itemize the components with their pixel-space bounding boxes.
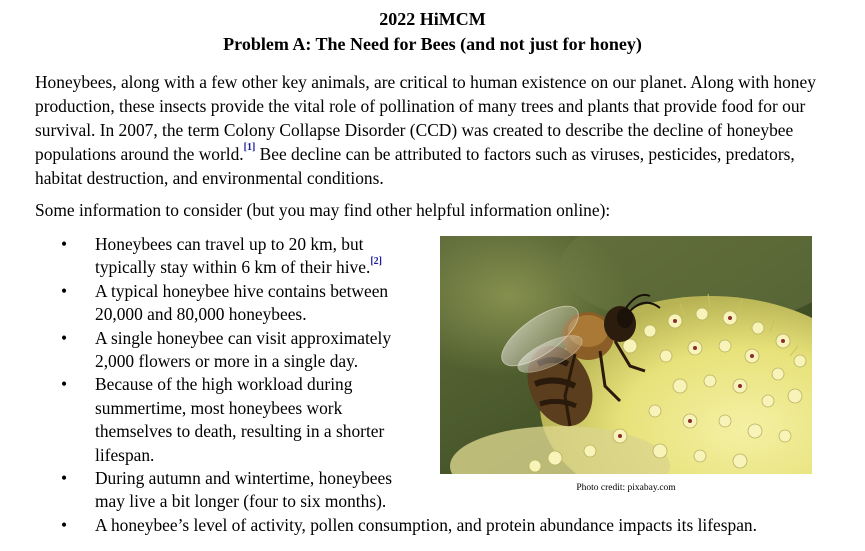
bullet-marker: • xyxy=(61,234,68,254)
consider-heading: Some information to consider (but you may find other helpful information online): xyxy=(35,200,611,220)
bullet-text-line: typically stay within 6 km of their hive. xyxy=(95,257,371,278)
bullet-text-line: Honeybees can travel up to 20 km, but xyxy=(95,234,364,254)
bullet-marker: • xyxy=(61,374,68,395)
bullet-text-line: 2,000 flowers or more in a single day. xyxy=(95,351,359,372)
bee-photo xyxy=(440,236,812,474)
bullet-marker: • xyxy=(61,468,68,489)
list-item xyxy=(61,514,757,537)
bullet-text-line: 20,000 and 80,000 honeybees. xyxy=(95,304,307,325)
bullet-marker: • xyxy=(61,280,68,301)
intro-text-cont: Bee decline can be attributed to factors such as viruses, pesticides, predators, habitat destruction, and environmental conditions. xyxy=(35,144,795,188)
citation-ref-1[interactable]: [1] xyxy=(243,142,256,153)
bullet-text-line: may live a bit longer (four to six months). xyxy=(95,491,387,512)
document-title: 2022 HiMCM xyxy=(379,9,486,29)
bullet-text-line: During autumn and wintertime, honeybees xyxy=(95,468,393,489)
citation-ref-2[interactable]: [2] xyxy=(370,256,382,268)
bullet-text-line: A honeybee’s level of activity, pollen consumption, and protein abundance impacts its lifespan. xyxy=(95,514,757,535)
document-subtitle: Problem A: The Need for Bees (and not just for honey) xyxy=(223,34,642,54)
bullet-text-line: A single honeybee can visit approximately xyxy=(95,327,392,348)
bullet-text-line: summertime, most honeybees work xyxy=(95,397,343,418)
bullet-marker: • xyxy=(61,514,68,535)
photo-credit: Photo credit: pixabay.com xyxy=(576,483,676,493)
bullet-text-line: lifespan. xyxy=(95,444,155,465)
bullet-marker: • xyxy=(61,327,68,348)
bullet-text-line: Because of the high workload during xyxy=(95,374,353,395)
intro-text: Honeybees, along with a few other key animals, are critical to human existence on our planet. Along with honey production, these insects provide the vital role of pollination of many trees and plants that provide food for our survival. In 2007, the term Colony Collapse Disorder (CCD) was created to describe the decline of honeybee populations around the world. xyxy=(35,72,816,164)
intro-paragraph xyxy=(35,70,835,190)
bullet-text-line: A typical honeybee hive contains between xyxy=(95,280,389,301)
bullet-text-line: themselves to death, resulting in a shorter xyxy=(95,421,385,442)
